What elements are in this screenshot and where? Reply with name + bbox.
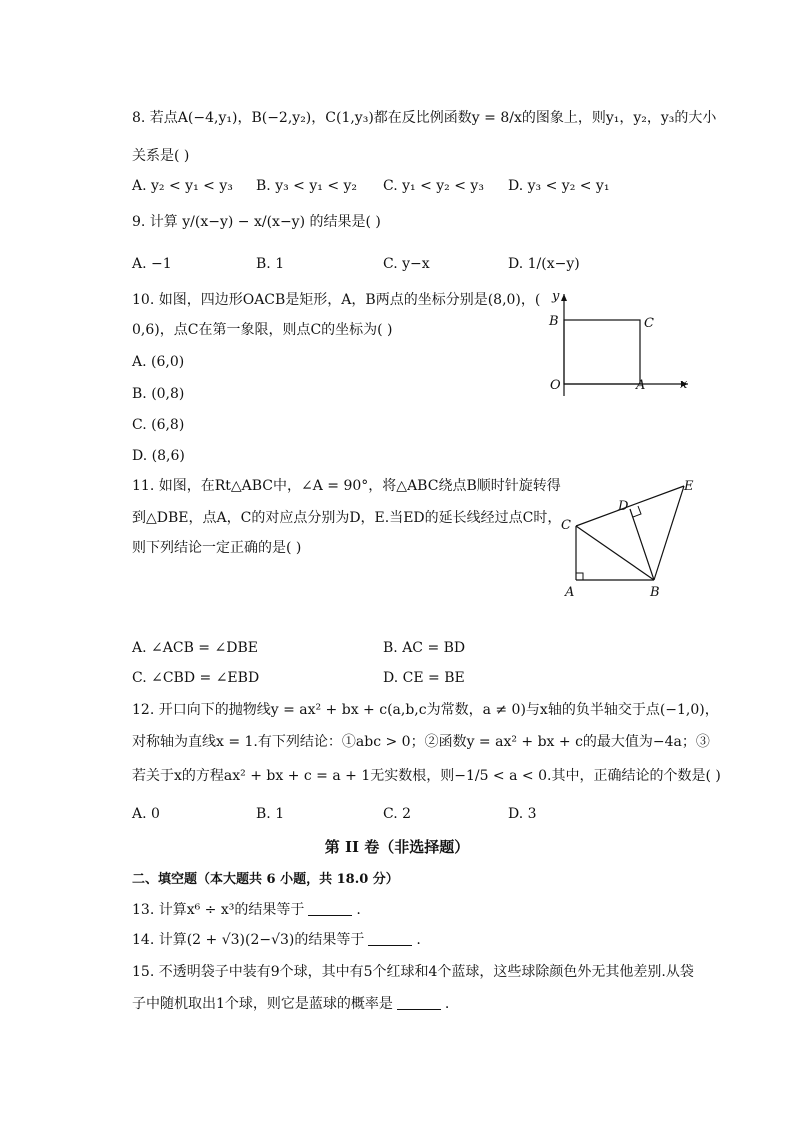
part2-title: 第 II 卷（非选择题） (324, 838, 470, 856)
q10-option-c[interactable]: C. (6,8) (132, 417, 185, 433)
q9-option-d[interactable]: D. 1/(x−y) (508, 256, 580, 272)
q13-stem (132, 900, 361, 920)
label-y: y (552, 289, 560, 304)
label-a: A (565, 585, 575, 600)
q8-option-d[interactable]: D. y₃ < y₂ < y₁ (508, 178, 610, 194)
q12-option-a[interactable]: A. 0 (132, 806, 160, 822)
q8-option-c[interactable]: C. y₁ < y₂ < y₃ (383, 178, 484, 194)
q11-stem-line1: 11. 如图，在Rt△ABC中，∠A = 90°，将△ABC绕点B顺时针旋转得 (132, 478, 561, 494)
segment-eb (654, 486, 684, 580)
label-d: D (618, 499, 629, 514)
q15-stem-line2 (132, 994, 449, 1014)
q12-stem-line3: 若关于x的方程ax² + bx + c = a + 1无实数根，则−1/5 < a < 0.其中，正确结论的个数是( ) (132, 768, 721, 784)
label-x: x (680, 377, 688, 392)
q9-stem: 9. 计算 y/(x−y) − x/(x−y) 的结果是( ) (132, 214, 381, 230)
q12-stem-line1: 12. 开口向下的抛物线y = ax² + bx + c(a,b,c为常数，a ≠ 0)与x轴的负半轴交于点(−1,0)， (132, 702, 719, 718)
q14-text: 14. 计算(2 + √3)(2−√3)的结果等于 (132, 932, 365, 948)
label-b: B (549, 314, 559, 329)
right-angle-mark-d (633, 506, 641, 517)
q10-stem-line1: 10. 如图，四边形OACB是矩形，A，B两点的坐标分别是(8,0)，( (132, 292, 541, 308)
q8-option-b[interactable]: B. y₃ < y₁ < y₂ (256, 178, 358, 194)
q15-answer-blank[interactable] (397, 995, 441, 1010)
q12-option-d[interactable]: D. 3 (508, 806, 537, 822)
label-e: E (684, 479, 694, 494)
q10-option-a[interactable]: A. (6,0) (132, 354, 185, 370)
q9-option-a[interactable]: A. −1 (132, 256, 172, 272)
q12-stem-line2: 对称轴为直线x = 1.有下列结论：①abc > 0；②函数y = ax² + bx + c的最大值为−4a；③ (132, 734, 710, 750)
q15-period: . (444, 996, 450, 1012)
right-angle-mark-a (576, 573, 583, 580)
q13-answer-blank[interactable] (308, 901, 352, 916)
rectangle-oacb (564, 320, 640, 384)
q14-stem (132, 930, 421, 950)
section2-heading: 二、填空题（本大题共 6 小题，共 18.0 分） (132, 872, 399, 887)
segment-cb (576, 526, 654, 580)
label-o: O (550, 378, 561, 393)
q15-text: 子中随机取出1个球，则它是蓝球的概率是 (132, 996, 393, 1012)
q8-option-a[interactable]: A. y₂ < y₁ < y₃ (132, 178, 233, 194)
q10-stem-line2: 0,6)，点C在第一象限，则点C的坐标为( ) (132, 322, 393, 338)
q8-stem-line2: 关系是( ) (132, 148, 190, 164)
q9-option-c[interactable]: C. y−x (383, 256, 430, 272)
q11-option-a[interactable]: A. ∠ACB = ∠DBE (132, 640, 258, 656)
q10-rectangle-figure (540, 286, 700, 396)
q11-rotation-figure (556, 476, 706, 606)
q14-period: . (416, 932, 421, 948)
label-b: B (650, 585, 660, 600)
q15-stem-line1: 15. 不透明袋子中装有9个球，其中有5个红球和4个蓝球，这些球除颜色外无其他差别.从袋 (132, 964, 694, 980)
q11-option-c[interactable]: C. ∠CBD = ∠EBD (132, 670, 260, 686)
q11-stem-line3: 则下列结论一定正确的是( ) (132, 540, 302, 556)
q12-option-c[interactable]: C. 2 (383, 806, 412, 822)
q9-option-b[interactable]: B. 1 (256, 256, 285, 272)
segment-db (630, 509, 654, 580)
y-axis-arrow (561, 294, 567, 301)
q14-answer-blank[interactable] (368, 931, 412, 946)
segment-ce (576, 486, 684, 526)
label-c: C (561, 518, 571, 533)
q12-option-b[interactable]: B. 1 (256, 806, 285, 822)
q13-text: 13. 计算x⁶ ÷ x³的结果等于 (132, 902, 305, 918)
q11-option-d[interactable]: D. CE = BE (383, 670, 465, 686)
q11-stem-line2: 到△DBE，点A，C的对应点分别为D，E.当ED的延长线经过点C时， (132, 510, 562, 526)
q10-option-d[interactable]: D. (8,6) (132, 448, 185, 464)
q13-period: . (356, 902, 361, 918)
label-c: C (644, 316, 654, 331)
q10-option-b[interactable]: B. (0,8) (132, 386, 185, 402)
q8-stem-line1: 8. 若点A(−4,y₁)，B(−2,y₂)，C(1,y₃)都在反比例函数y = 8/x的图象上，则y₁，y₂，y₃的大小 (132, 110, 717, 126)
q11-option-b[interactable]: B. AC = BD (383, 640, 466, 656)
label-a: A (636, 378, 646, 393)
